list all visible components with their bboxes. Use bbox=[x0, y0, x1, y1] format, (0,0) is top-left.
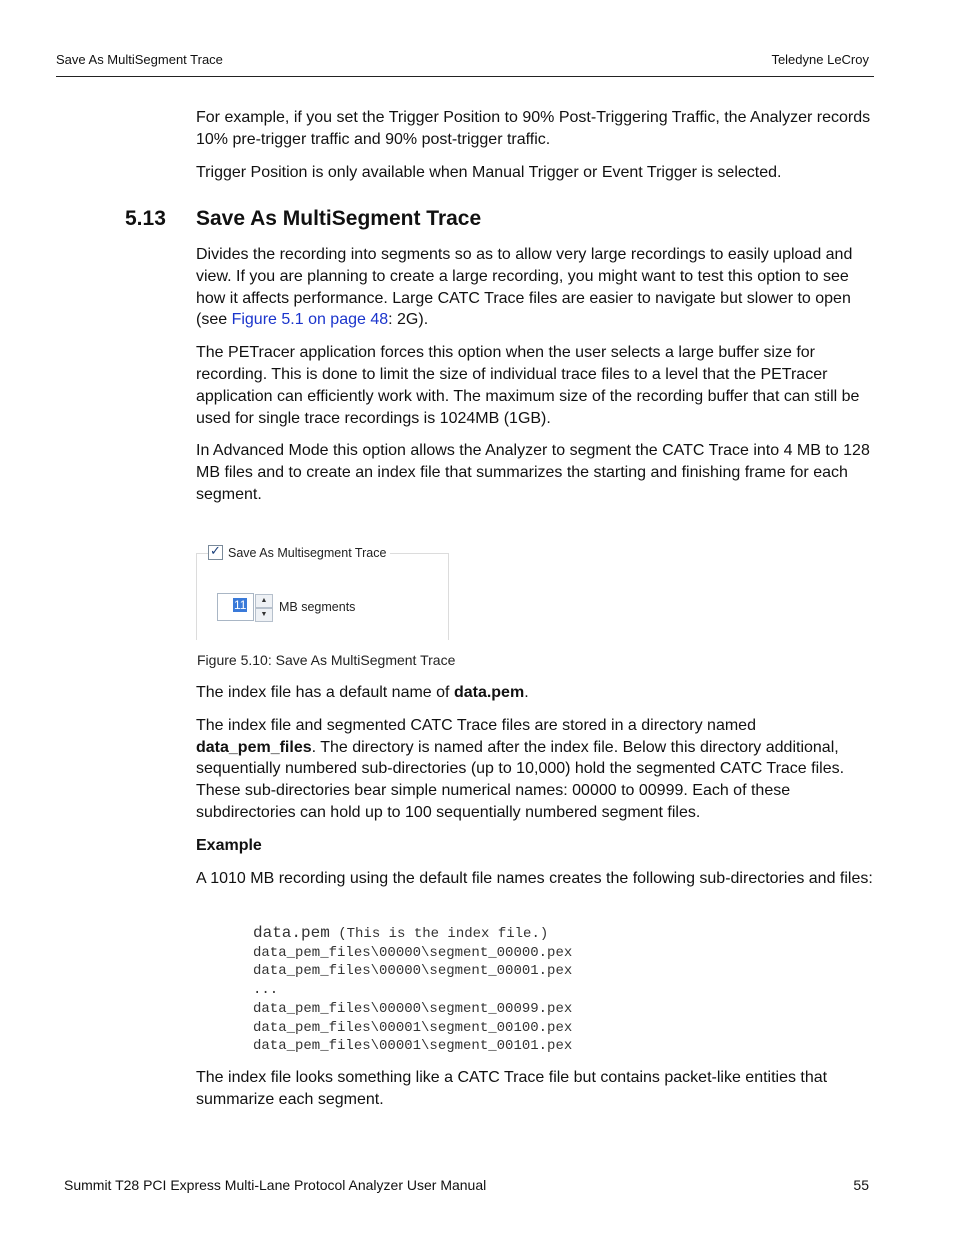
spinner-down-arrow-icon[interactable]: ▼ bbox=[255, 608, 273, 622]
code-line: data_pem_files\00001\segment_00100.pex bbox=[253, 1019, 573, 1036]
intro-paragraph: For example, if you set the Trigger Position to 90% Post-Triggering Traffic, the Analyzer records 10% pre-trigger traffic and 90% post-trigger traffic. bbox=[196, 109, 871, 148]
intro-paragraph: Trigger Position is only available when Manual Trigger or Event Trigger is selected. bbox=[196, 163, 782, 181]
directory-bold: data_pem_files bbox=[196, 738, 312, 756]
spinner-buttons bbox=[255, 594, 273, 620]
segment-size-input[interactable] bbox=[217, 593, 254, 621]
code-line: data_pem_files\00000\segment_00099.pex bbox=[253, 1000, 573, 1017]
code-listing bbox=[253, 924, 572, 1056]
body-paragraph: The PETracer application forces this option when the user selects a large buffer size for recording. This is done to limit the size of individual trace files to a level that the PETracer application can efficiently work with. The maximum size of the recording buffer that can still be used for single trace recordings is 1024MB (1GB). bbox=[196, 344, 860, 427]
body-paragraph: The index file looks something like a CATC Trace file but contains packet-like entities that summarize each segment. bbox=[196, 1069, 828, 1108]
intro-block bbox=[196, 107, 874, 183]
checkbox-label: Save As Multisegment Trace bbox=[228, 545, 387, 560]
section-title: Save As MultiSegment Trace bbox=[196, 207, 482, 230]
spinner-up-arrow-icon[interactable]: ▲ bbox=[255, 594, 273, 608]
header-divider bbox=[56, 76, 874, 77]
code-line: data_pem_files\00000\segment_00000.pex bbox=[253, 944, 573, 961]
body-paragraph: The index file and segmented CATC Trace files are stored in a directory named data_pem_files. The directory is named after the index file. Below this directory additional, sequentially numbered sub-directories (up to 10,000) hold the segmented CATC Trace files. These sub-directories bear simple numerical names: 00000 to 00999. Each of these subdirectories can hold up to 100 sequentially numbered segment files. bbox=[196, 716, 845, 821]
body-paragraph: The index file has a default name of data.pem. bbox=[196, 684, 529, 701]
code-line: ... bbox=[253, 982, 279, 999]
body-paragraph: In Advanced Mode this option allows the Analyzer to segment the CATC Trace into 4 MB to 128 MB files and to create an index file that summarizes the starting and finishing frame for each segment. bbox=[196, 442, 870, 503]
section-number: 5.13 bbox=[125, 207, 166, 230]
segment-size-spinner[interactable] bbox=[217, 593, 355, 621]
page-number: 55 bbox=[853, 1177, 869, 1193]
spinner-label: MB segments bbox=[279, 600, 356, 614]
figure-caption: Figure 5.10: Save As MultiSegment Trace bbox=[197, 652, 456, 668]
multisegment-checkbox-row[interactable] bbox=[208, 545, 390, 560]
closing-block bbox=[196, 1067, 874, 1111]
code-line: data_pem_files\00001\segment_00101.pex bbox=[253, 1038, 573, 1055]
filename-bold: data.pem bbox=[453, 684, 525, 701]
example-heading: Example bbox=[196, 836, 262, 854]
checkmark-icon: ✓ bbox=[210, 543, 221, 558]
multisegment-checkbox[interactable] bbox=[208, 545, 223, 560]
running-header-brand: Teledyne LeCroy bbox=[771, 52, 869, 67]
after-figure-block bbox=[196, 682, 874, 889]
figure-reference-link[interactable]: Figure 5.1 on page 48 bbox=[231, 311, 389, 329]
body-paragraph: Divides the recording into segments so as to allow very large recordings to easily upload and view. If you are planning to create a large recording, you might want to test this option to see how it affects performance. Large CATC Trace files are easier to navigate but slower to open (see Figure 5.1 on page 48: 2G). bbox=[196, 246, 853, 329]
segment-size-value: 11 bbox=[234, 598, 247, 612]
section-body bbox=[196, 244, 874, 506]
footer-manual-title: Summit T28 PCI Express Multi-Lane Protocol Analyzer User Manual bbox=[64, 1177, 487, 1193]
body-paragraph: A 1010 MB recording using the default file names creates the following sub-directories and files: bbox=[196, 869, 873, 887]
section-heading bbox=[125, 207, 481, 231]
running-header-title: Save As MultiSegment Trace bbox=[56, 52, 223, 67]
figure-screenshot bbox=[196, 545, 449, 640]
code-line: data.pem (This is the index file.) bbox=[253, 924, 549, 942]
code-line: data_pem_files\00000\segment_00001.pex bbox=[253, 963, 573, 980]
